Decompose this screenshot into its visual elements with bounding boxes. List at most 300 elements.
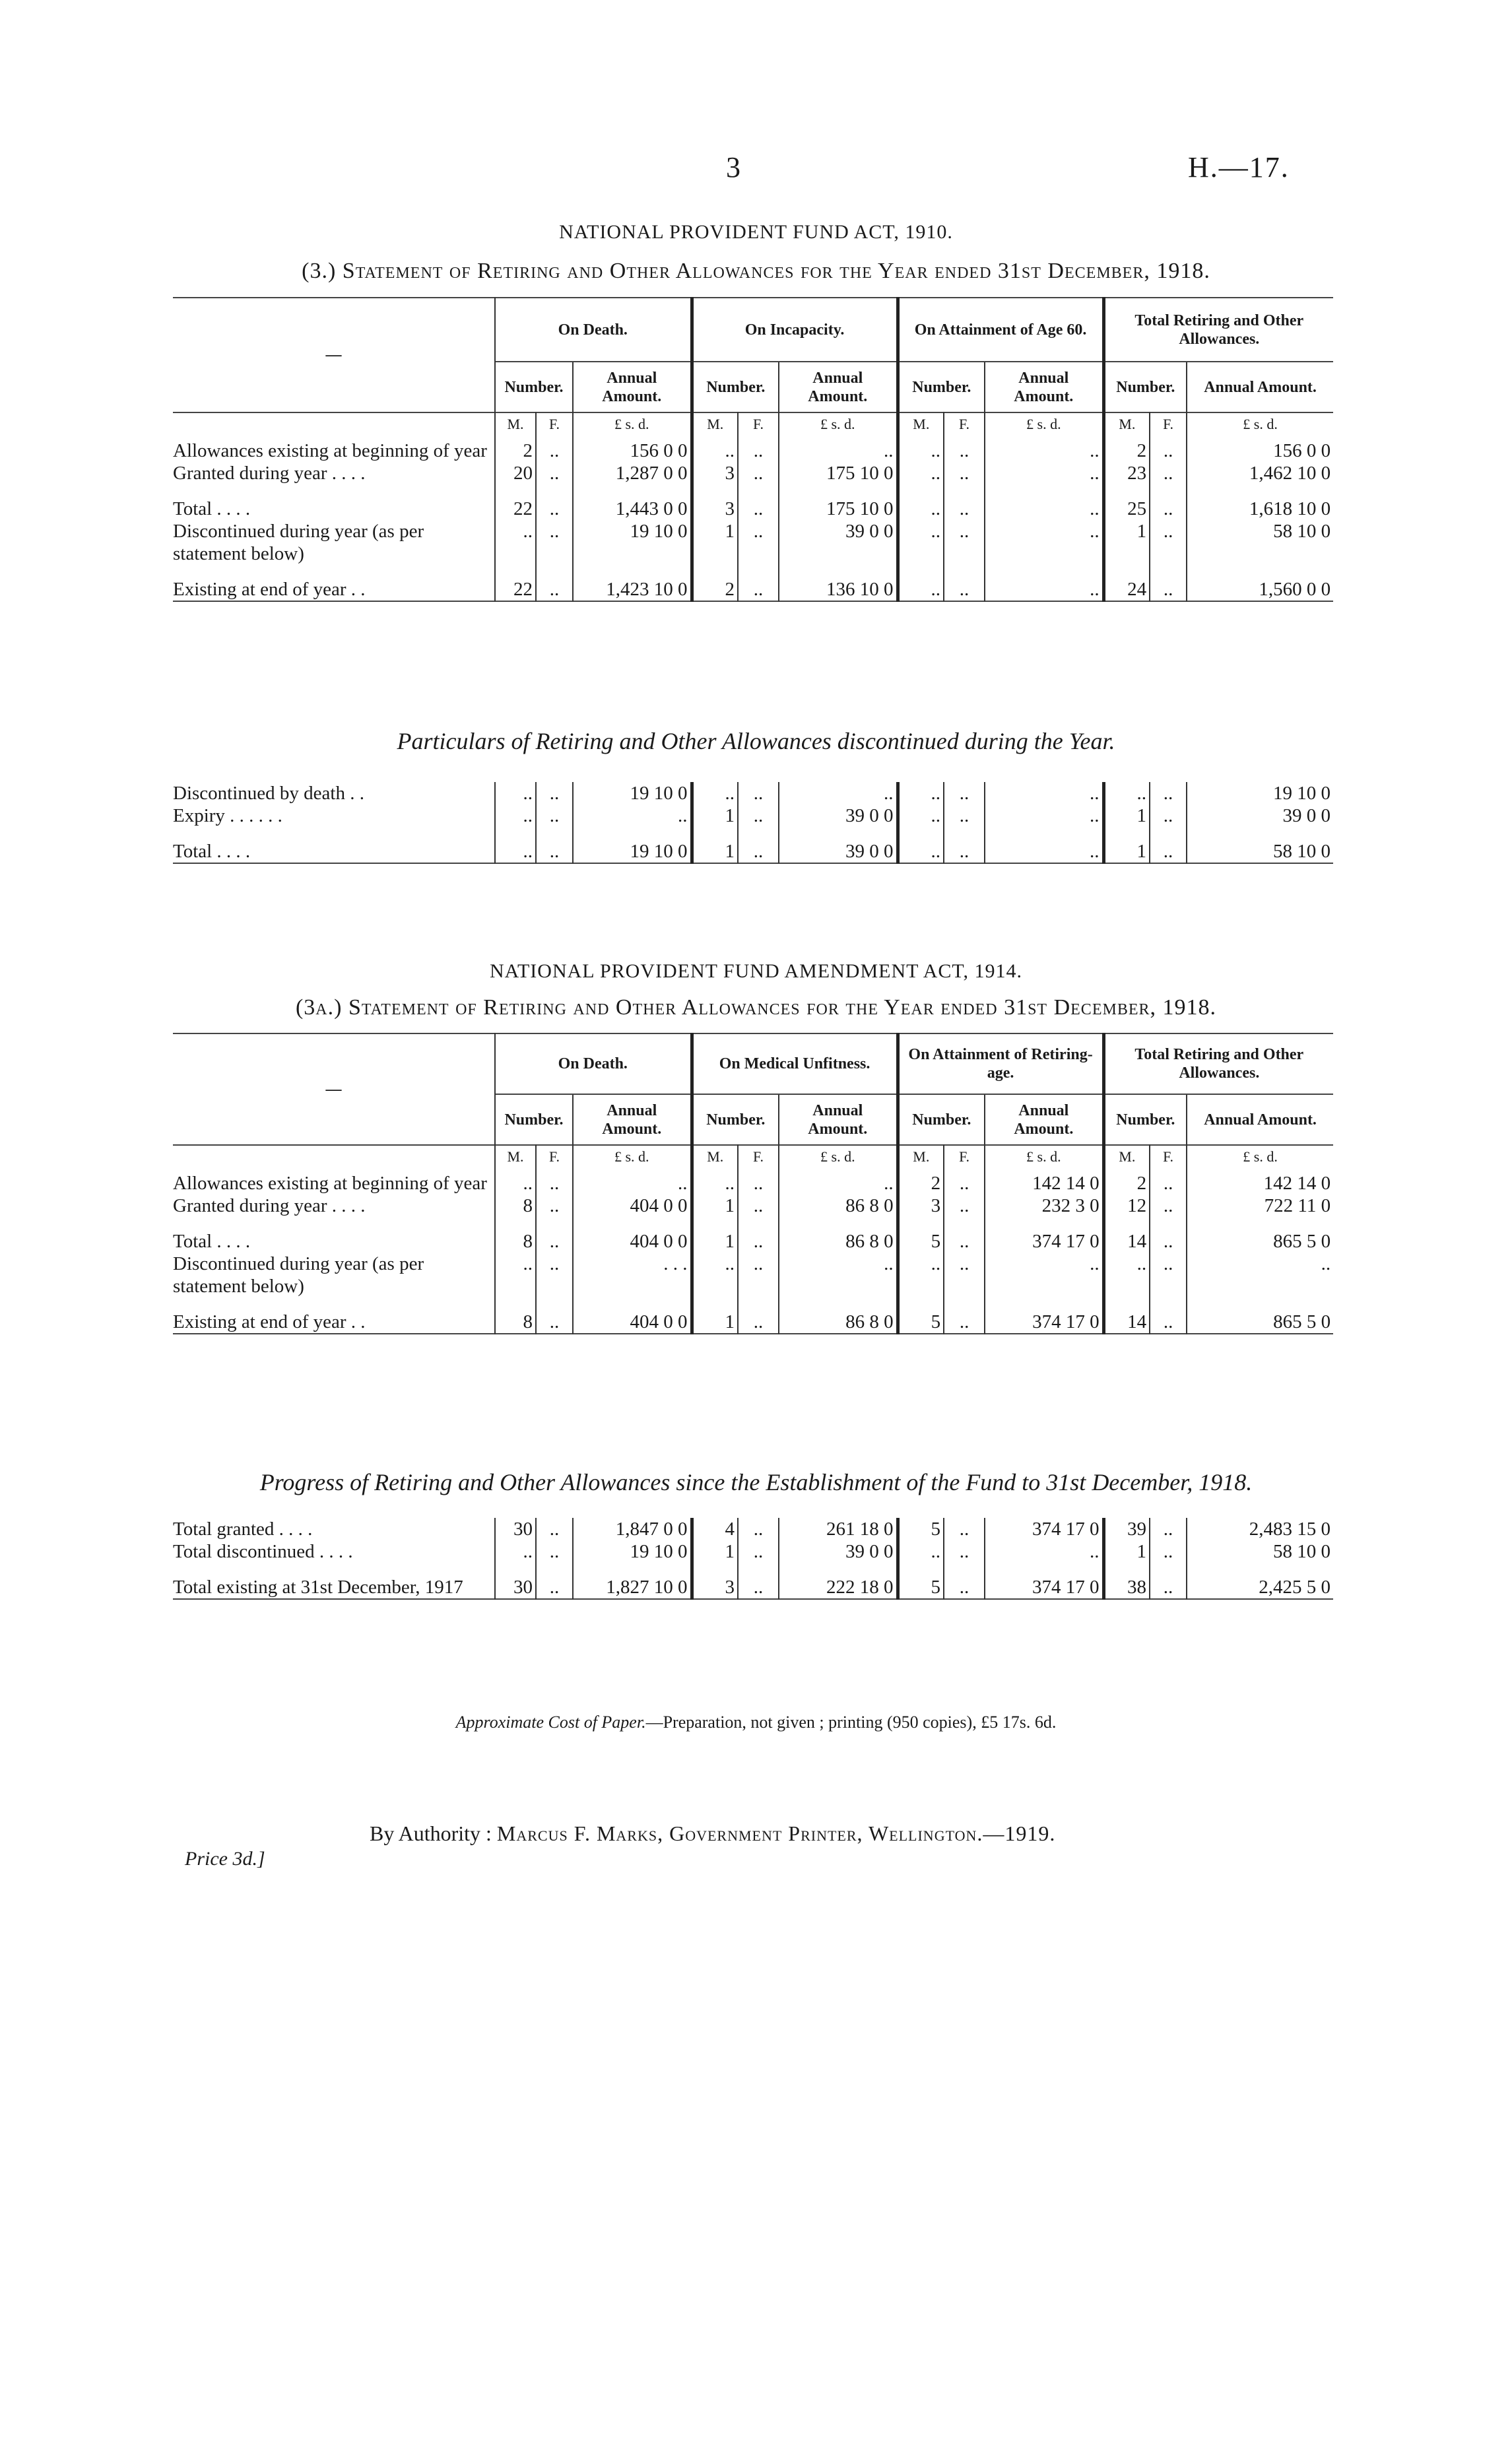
cell-male: ..: [495, 1540, 536, 1563]
gap-cell: [495, 484, 536, 498]
authority-prefix: By Authority :: [370, 1821, 492, 1845]
row-label: Discontinued during year (as per statement below): [173, 521, 424, 564]
header-group: Total Retiring and Other Allowances.: [1103, 298, 1333, 362]
row-gap: [173, 827, 1333, 840]
cell-male: ..: [495, 804, 536, 827]
gap-cell: [536, 827, 573, 840]
cell-amount: 374 17 0: [985, 1311, 1103, 1334]
cell-male: ..: [898, 462, 944, 484]
gap-cell: [898, 565, 944, 578]
unit-money: £ s. d.: [1187, 1145, 1333, 1172]
header-group: On Attainment of Retiring-age.: [898, 1033, 1103, 1094]
cell-male: 5: [898, 1311, 944, 1334]
gap-cell: [1187, 827, 1333, 840]
cell-female: ..: [536, 782, 573, 804]
unit-female: F.: [536, 412, 573, 440]
table-row: [173, 804, 1333, 827]
gap-cell: [573, 1563, 692, 1576]
cell-male: ..: [1103, 782, 1150, 804]
cell-female: ..: [536, 498, 573, 520]
cell-amount: ..: [985, 440, 1103, 462]
cell-male: 1: [1103, 520, 1150, 565]
cell-female: ..: [944, 1576, 985, 1599]
progress-title: Progress of Retiring and Other Allowances since the Establishment of the Fund to 31st December, 1918.: [259, 1469, 1253, 1495]
unit-money: £ s. d.: [573, 1145, 692, 1172]
cell-male: 3: [898, 1195, 944, 1217]
table-row: [173, 520, 1333, 565]
cell-male: 1: [692, 1230, 738, 1253]
section2-statement-title: (3a.) Statement of Retiring and Other Allowances for the Year ended 31st December, 1918.: [295, 995, 1216, 1020]
section1-act-title: NATIONAL PROVIDENT FUND ACT, 1910.: [559, 221, 953, 243]
gap-cell: [738, 1563, 779, 1576]
cell-male: 12: [1103, 1195, 1150, 1217]
cell-amount: 58 10 0: [1187, 840, 1333, 863]
gap-cell: [495, 827, 536, 840]
cell-amount: 86 8 0: [779, 1230, 898, 1253]
header-number: Number.: [898, 1094, 985, 1145]
unit-female: F.: [944, 1145, 985, 1172]
unit-female: F.: [1150, 1145, 1187, 1172]
gap-cell: [536, 1217, 573, 1230]
table-row: [173, 782, 1333, 804]
gap-cell: [692, 1217, 738, 1230]
cell-male: 25: [1103, 498, 1150, 520]
cell-female: ..: [738, 1195, 779, 1217]
cell-male: 2: [1103, 1172, 1150, 1195]
cell-male: 1: [1103, 840, 1150, 863]
gap-cell: [536, 565, 573, 578]
cell-male: 3: [692, 498, 738, 520]
cell-amount: 19 10 0: [573, 520, 692, 565]
cell-amount: 1,847 0 0: [573, 1518, 692, 1540]
unit-female: F.: [738, 412, 779, 440]
cell-amount: 404 0 0: [573, 1230, 692, 1253]
section1-statement-title: (3.) Statement of Retiring and Other Allowances for the Year ended 31st December, 1918.: [302, 259, 1210, 283]
header-annual-amount: Annual Amount.: [573, 362, 692, 412]
cell-amount: 86 8 0: [779, 1195, 898, 1217]
row-label: Total . . . .: [173, 841, 251, 862]
cell-amount: 39 0 0: [779, 520, 898, 565]
gap-cell: [173, 1297, 495, 1311]
gap-cell: [692, 565, 738, 578]
header-group: On Incapacity.: [692, 298, 898, 362]
cell-female: ..: [738, 578, 779, 601]
unit-money: £ s. d.: [985, 1145, 1103, 1172]
cell-male: 2: [1103, 440, 1150, 462]
gap-cell: [536, 1563, 573, 1576]
gap-cell: [573, 484, 692, 498]
unit-row: [173, 1145, 1333, 1172]
gap-cell: [898, 1563, 944, 1576]
gap-cell: [985, 565, 1103, 578]
cell-male: 5: [898, 1518, 944, 1540]
gap-cell: [1150, 1217, 1187, 1230]
cell-female: ..: [738, 804, 779, 827]
unit-male: M.: [692, 1145, 738, 1172]
cell-male: ..: [692, 1172, 738, 1195]
gap-cell: [692, 827, 738, 840]
gap-cell: [173, 827, 495, 840]
gap-cell: [692, 484, 738, 498]
cell-amount: 39 0 0: [779, 1540, 898, 1563]
unit-money: £ s. d.: [779, 1145, 898, 1172]
gap-cell: [779, 1563, 898, 1576]
cell-amount: 2,425 5 0: [1187, 1576, 1333, 1599]
header-number: Number.: [495, 362, 573, 412]
unit-female: F.: [944, 412, 985, 440]
gap-cell: [536, 484, 573, 498]
cell-amount: ..: [573, 804, 692, 827]
cell-amount: 1,827 10 0: [573, 1576, 692, 1599]
gap-cell: [985, 827, 1103, 840]
header-group: On Death.: [495, 298, 692, 362]
cell-amount: 39 0 0: [1187, 804, 1333, 827]
page-number: 3: [726, 151, 740, 183]
cell-amount: 39 0 0: [779, 840, 898, 863]
cell-male: ..: [898, 440, 944, 462]
cell-female: ..: [944, 1253, 985, 1297]
cell-female: ..: [944, 1311, 985, 1334]
cell-amount: 156 0 0: [1187, 440, 1333, 462]
header-annual-amount: Annual Amount.: [779, 1094, 898, 1145]
cell-male: 8: [495, 1230, 536, 1253]
gap-cell: [1103, 1297, 1150, 1311]
row-label: Total . . . .: [173, 498, 251, 519]
cell-female: ..: [738, 498, 779, 520]
cell-male: 38: [1103, 1576, 1150, 1599]
cell-female: ..: [738, 520, 779, 565]
header-number: Number.: [692, 1094, 779, 1145]
cell-male: 23: [1103, 462, 1150, 484]
unit-money: £ s. d.: [573, 412, 692, 440]
cell-female: ..: [536, 520, 573, 565]
cell-female: ..: [1150, 578, 1187, 601]
gap-cell: [985, 1563, 1103, 1576]
cell-male: 1: [692, 520, 738, 565]
cell-male: 4: [692, 1518, 738, 1540]
gap-cell: [1187, 1217, 1333, 1230]
cell-amount: 1,287 0 0: [573, 462, 692, 484]
cell-female: ..: [944, 440, 985, 462]
cell-male: 14: [1103, 1311, 1150, 1334]
gap-cell: [173, 484, 495, 498]
gap-cell: [1103, 1217, 1150, 1230]
cell-amount: 19 10 0: [573, 840, 692, 863]
cell-male: ..: [898, 804, 944, 827]
cell-male: 1: [692, 1195, 738, 1217]
gap-cell: [495, 1297, 536, 1311]
cell-female: ..: [738, 840, 779, 863]
cell-amount: 222 18 0: [779, 1576, 898, 1599]
unit-male: M.: [495, 1145, 536, 1172]
row-label: Discontinued during year (as per statement below): [173, 1253, 424, 1297]
gap-cell: [692, 1563, 738, 1576]
cell-female: ..: [1150, 804, 1187, 827]
gap-cell: [173, 1217, 495, 1230]
section2-act-title: NATIONAL PROVIDENT FUND AMENDMENT ACT, 1914.: [489, 960, 1023, 982]
cell-male: 22: [495, 578, 536, 601]
cell-amount: ..: [779, 1253, 898, 1297]
gap-cell: [536, 1297, 573, 1311]
cell-female: ..: [1150, 1540, 1187, 1563]
cell-male: ..: [495, 520, 536, 565]
cell-amount: ..: [985, 782, 1103, 804]
gap-cell: [944, 1297, 985, 1311]
cell-female: ..: [738, 1311, 779, 1334]
cell-amount: 39 0 0: [779, 804, 898, 827]
cell-male: 5: [898, 1230, 944, 1253]
gap-cell: [738, 565, 779, 578]
cell-amount: ..: [985, 520, 1103, 565]
gap-cell: [495, 1217, 536, 1230]
header-group: On Attainment of Age 60.: [898, 298, 1103, 362]
gap-cell: [898, 827, 944, 840]
cell-male: ..: [898, 782, 944, 804]
cell-female: ..: [1150, 440, 1187, 462]
row-label: Total . . . .: [173, 1231, 251, 1252]
gap-cell: [1187, 1297, 1333, 1311]
cell-male: 30: [495, 1576, 536, 1599]
cell-amount: 1,618 10 0: [1187, 498, 1333, 520]
cell-female: ..: [944, 1230, 985, 1253]
header-dash: —: [325, 346, 342, 364]
cell-male: 8: [495, 1195, 536, 1217]
cell-female: ..: [1150, 520, 1187, 565]
cell-amount: ..: [1187, 1253, 1333, 1297]
cell-male: ..: [898, 520, 944, 565]
cell-male: 5: [898, 1576, 944, 1599]
gap-cell: [779, 1217, 898, 1230]
cost-of-paper: [0, 1713, 1512, 1732]
gap-cell: [1103, 484, 1150, 498]
header-annual-amount: Annual Amount.: [1187, 362, 1333, 412]
gap-cell: [173, 1563, 495, 1576]
cell-amount: 156 0 0: [573, 440, 692, 462]
gap-cell: [1150, 1297, 1187, 1311]
cell-male: 24: [1103, 578, 1150, 601]
cell-amount: 865 5 0: [1187, 1311, 1333, 1334]
cell-male: ..: [898, 1253, 944, 1297]
gap-cell: [779, 484, 898, 498]
cell-female: ..: [536, 1195, 573, 1217]
cell-amount: ..: [985, 840, 1103, 863]
table-row: [173, 498, 1333, 520]
gap-cell: [898, 1217, 944, 1230]
cell-male: 2: [495, 440, 536, 462]
gap-cell: [573, 1217, 692, 1230]
cell-female: ..: [738, 1576, 779, 1599]
cell-amount: 19 10 0: [1187, 782, 1333, 804]
cell-amount: ..: [985, 462, 1103, 484]
cell-male: 1: [692, 804, 738, 827]
cell-female: ..: [944, 520, 985, 565]
gap-cell: [573, 827, 692, 840]
header-number: Number.: [1103, 1094, 1187, 1145]
cell-amount: ..: [985, 1540, 1103, 1563]
cell-female: ..: [944, 1195, 985, 1217]
cell-amount: 58 10 0: [1187, 520, 1333, 565]
cell-female: ..: [536, 1230, 573, 1253]
gap-cell: [573, 1297, 692, 1311]
cell-male: 2: [898, 1172, 944, 1195]
row-gap: [173, 1217, 1333, 1230]
gap-cell: [738, 1297, 779, 1311]
cell-amount: 1,560 0 0: [1187, 578, 1333, 601]
header-number: Number.: [1103, 362, 1187, 412]
table-row: [173, 440, 1333, 462]
cell-female: ..: [738, 1253, 779, 1297]
header-annual-amount: Annual Amount.: [573, 1094, 692, 1145]
cell-male: ..: [495, 840, 536, 863]
gap-cell: [779, 565, 898, 578]
cell-female: ..: [536, 1172, 573, 1195]
gap-cell: [1103, 1563, 1150, 1576]
cell-male: ..: [1103, 1253, 1150, 1297]
cost-text: —Preparation, not given ; printing (950 copies), £5 17s. 6d.: [645, 1713, 1057, 1732]
cell-male: ..: [692, 782, 738, 804]
cell-female: ..: [536, 1253, 573, 1297]
cell-female: ..: [944, 804, 985, 827]
cell-amount: 86 8 0: [779, 1311, 898, 1334]
unit-money: £ s. d.: [1187, 412, 1333, 440]
cell-female: ..: [944, 498, 985, 520]
gap-cell: [1187, 1563, 1333, 1576]
cell-female: ..: [1150, 840, 1187, 863]
cell-amount: 404 0 0: [573, 1195, 692, 1217]
cell-male: ..: [495, 1172, 536, 1195]
header-group: On Death.: [495, 1033, 692, 1094]
document-code: H.—17.: [1188, 151, 1290, 183]
gap-cell: [1187, 484, 1333, 498]
cell-female: ..: [1150, 462, 1187, 484]
cell-female: ..: [1150, 1195, 1187, 1217]
gap-cell: [898, 1297, 944, 1311]
unit-male: M.: [1103, 412, 1150, 440]
cell-female: ..: [1150, 1518, 1187, 1540]
cell-female: ..: [944, 1518, 985, 1540]
gap-cell: [738, 484, 779, 498]
unit-female: F.: [738, 1145, 779, 1172]
gap-cell: [495, 565, 536, 578]
cell-amount: 374 17 0: [985, 1230, 1103, 1253]
cell-amount: 2,483 15 0: [1187, 1518, 1333, 1540]
cell-amount: 261 18 0: [779, 1518, 898, 1540]
cell-male: ..: [898, 578, 944, 601]
cell-female: ..: [536, 804, 573, 827]
gap-cell: [738, 1217, 779, 1230]
cell-female: ..: [1150, 1576, 1187, 1599]
particulars-title: Particulars of Retiring and Other Allowances discontinued during the Year.: [397, 728, 1115, 754]
price-label: Price 3d.]: [185, 1848, 265, 1870]
cell-female: ..: [536, 1576, 573, 1599]
gap-cell: [692, 1297, 738, 1311]
cell-amount: 374 17 0: [985, 1576, 1103, 1599]
header-dash: —: [325, 1080, 342, 1098]
cell-female: ..: [944, 578, 985, 601]
unit-female: F.: [1150, 412, 1187, 440]
row-gap: [173, 484, 1333, 498]
progress-table: [173, 1518, 1333, 1600]
authority-line: [370, 1821, 1055, 1846]
cell-amount: 58 10 0: [1187, 1540, 1333, 1563]
table-row: [173, 1230, 1333, 1253]
cell-male: 30: [495, 1518, 536, 1540]
row-label: Total discontinued . . . .: [173, 1541, 353, 1562]
unit-male: M.: [1103, 1145, 1150, 1172]
cell-female: ..: [738, 1518, 779, 1540]
cell-female: ..: [536, 840, 573, 863]
unit-male: M.: [692, 412, 738, 440]
cell-male: 39: [1103, 1518, 1150, 1540]
gap-cell: [944, 484, 985, 498]
cell-amount: 175 10 0: [779, 498, 898, 520]
cell-amount: 722 11 0: [1187, 1195, 1333, 1217]
cell-female: ..: [944, 462, 985, 484]
gap-cell: [944, 1217, 985, 1230]
section2-table: [173, 1033, 1333, 1334]
cell-male: ..: [495, 782, 536, 804]
gap-cell: [1150, 1563, 1187, 1576]
cell-amount: ..: [985, 498, 1103, 520]
cost-label: Approximate Cost of Paper.: [455, 1713, 646, 1732]
cell-male: 1: [692, 1540, 738, 1563]
cell-female: ..: [1150, 498, 1187, 520]
unit-male: M.: [495, 412, 536, 440]
cell-male: ..: [898, 498, 944, 520]
cell-amount: 19 10 0: [573, 1540, 692, 1563]
cell-amount: 142 14 0: [985, 1172, 1103, 1195]
cell-amount: 1,462 10 0: [1187, 462, 1333, 484]
cell-male: 20: [495, 462, 536, 484]
gap-cell: [985, 484, 1103, 498]
cell-amount: 19 10 0: [573, 782, 692, 804]
table-row: [173, 1195, 1333, 1217]
gap-cell: [944, 1563, 985, 1576]
gap-cell: [1150, 484, 1187, 498]
cell-female: ..: [738, 440, 779, 462]
gap-cell: [173, 565, 495, 578]
header-group: Total Retiring and Other Allowances.: [1103, 1033, 1333, 1094]
table-row: [173, 1540, 1333, 1563]
table-row: [173, 840, 1333, 863]
cell-amount: 1,443 0 0: [573, 498, 692, 520]
unit-money: £ s. d.: [985, 412, 1103, 440]
header-annual-amount: Annual Amount.: [985, 1094, 1103, 1145]
cell-female: ..: [1150, 1311, 1187, 1334]
cell-female: ..: [738, 782, 779, 804]
authority-text: Marcus F. Marks, Government Printer, Wellington.—1919.: [496, 1821, 1056, 1845]
unit-male: M.: [898, 1145, 944, 1172]
gap-cell: [1150, 565, 1187, 578]
cell-male: 14: [1103, 1230, 1150, 1253]
cell-male: 3: [692, 462, 738, 484]
cell-amount: ..: [573, 1172, 692, 1195]
gap-cell: [1103, 827, 1150, 840]
cell-male: 1: [1103, 1540, 1150, 1563]
header-annual-amount: Annual Amount.: [1187, 1094, 1333, 1145]
cell-male: 1: [692, 1311, 738, 1334]
row-label: Granted during year . . . .: [173, 1195, 366, 1216]
cell-female: ..: [1150, 1253, 1187, 1297]
gap-cell: [573, 565, 692, 578]
header-number: Number.: [495, 1094, 573, 1145]
row-label: Discontinued by death . .: [173, 783, 364, 804]
table-row: [173, 1253, 1333, 1297]
cell-amount: 865 5 0: [1187, 1230, 1333, 1253]
cell-female: ..: [536, 1540, 573, 1563]
gap-cell: [944, 827, 985, 840]
unit-female: F.: [536, 1145, 573, 1172]
